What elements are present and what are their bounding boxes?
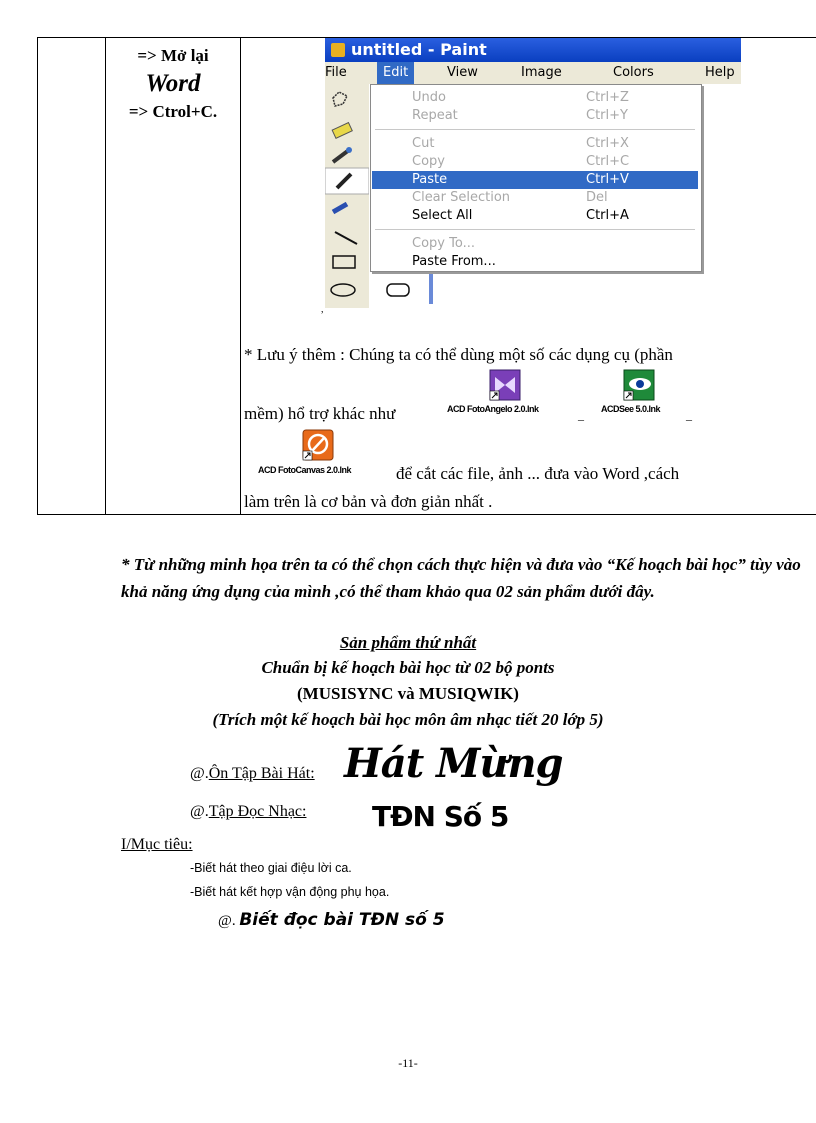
song-title: Hát Mừng [344, 740, 563, 787]
note-line-3: để cắt các file, ảnh ... đưa vào Word ,cách [396, 464, 680, 483]
paint-title: untitled - Paint [351, 40, 487, 59]
menu-item-select-all[interactable]: Select All Ctrl+A [412, 208, 629, 223]
fotoangelo-label: ACD FotoAngelo 2.0.lnk [447, 404, 539, 414]
shape-tools [325, 274, 445, 308]
note-line-1: * Lưu ý thêm : Chúng ta có thể dùng một số các dụng cụ (phần [244, 345, 673, 364]
menu-colors[interactable]: Colors [613, 65, 654, 80]
comma-mark: , [321, 304, 324, 315]
paint-app-icon [331, 43, 345, 57]
fotocanvas-label: ACD FotoCanvas 2.0.lnk [258, 465, 352, 475]
menu-item-copy[interactable]: Copy Ctrl+C [412, 154, 630, 169]
menu-item-paste[interactable]: Paste Ctrl+V [372, 171, 698, 189]
intro-paragraph: * Từ những minh họa trên ta có thể chọn cách thực hiện và đưa vào “Kế hoạch bài học” tùy vào khả năng ứng dụng của mình ,có thể tham khảo qua 02 sản phẩm dưới đây. [121, 555, 801, 601]
eraser-icon [332, 123, 352, 139]
menu-file[interactable]: File [325, 65, 347, 80]
product-line-1: Chuẩn bị kế hoạch bài học từ 02 bộ ponts [261, 658, 555, 677]
table-divider [240, 37, 241, 515]
menu-edit[interactable]: Edit [377, 62, 414, 84]
oval-tool-icons [325, 274, 445, 308]
edit-menu-dropdown [370, 84, 702, 272]
paint-titlebar [325, 38, 741, 62]
color-picker-icon [333, 147, 352, 162]
paint-screenshot [325, 38, 741, 308]
icon-separator: _ [578, 408, 584, 422]
word-text: Word [145, 70, 201, 97]
paint-menubar [325, 62, 741, 84]
goal-1: -Biết hát theo giai điệu lời ca. [190, 861, 352, 875]
goal-3: @. Biết đọc bài TĐN số 5 [218, 910, 445, 930]
menu-item-cut[interactable]: Cut Ctrl+X [412, 136, 629, 151]
menu-separator [375, 229, 695, 230]
goal-3-text: Biết đọc bài TĐN số 5 [239, 910, 445, 930]
section-heading: I/Mục tiêu: [121, 836, 193, 853]
menu-help[interactable]: Help [705, 65, 735, 80]
product-line-2: (MUSISYNC và MUSIQWIK) [297, 684, 519, 703]
menu-separator [375, 129, 695, 130]
goal-2: -Biết hát kết hợp vận động phụ họa. [190, 885, 390, 899]
menu-item-paste-from[interactable]: Paste From... [412, 254, 496, 269]
product-heading: Sản phẩm thứ nhất [339, 633, 477, 652]
menu-item-repeat[interactable]: Repeat Ctrl+Y [412, 108, 628, 123]
menu-view[interactable]: View [447, 65, 478, 80]
free-select-icon [333, 92, 347, 106]
reopen-text: => Mở lại [137, 46, 209, 65]
rectangle-icon [333, 256, 355, 268]
instruction-cell [106, 40, 240, 122]
line-icon [335, 232, 357, 244]
brush-icon [333, 204, 347, 212]
acdsee-icon [623, 369, 655, 401]
copy-shortcut-text: => Ctrol+C. [128, 102, 218, 121]
pencil-icon [325, 168, 369, 194]
review-song-label: @.Ôn Tập Bài Hát: [190, 765, 315, 782]
fotoangelo-icon [489, 369, 521, 401]
note-line-2: mềm) hổ trợ khác như [244, 404, 396, 423]
menu-item-copy-to[interactable]: Copy To... [412, 236, 475, 251]
menu-item-clear-selection[interactable]: Clear Selection Del [412, 190, 608, 205]
fotocanvas-icon [302, 429, 334, 461]
icon-separator: _ [686, 408, 692, 422]
acdsee-label: ACDSee 5.0.lnk [601, 404, 661, 414]
note-line-4: làm trên là cơ bản và đơn giản nhất . [244, 492, 493, 511]
menu-item-undo[interactable]: Undo Ctrl+Z [412, 90, 629, 105]
page-number: -11- [398, 1056, 418, 1070]
product-line-3: (Trích một kế hoạch bài học môn âm nhạc tiết 20 lớp 5) [212, 710, 604, 729]
sight-reading-label: @.Tập Đọc Nhạc: [190, 803, 307, 820]
menu-image[interactable]: Image [521, 65, 562, 80]
reading-title: TĐN Số 5 [372, 800, 509, 833]
